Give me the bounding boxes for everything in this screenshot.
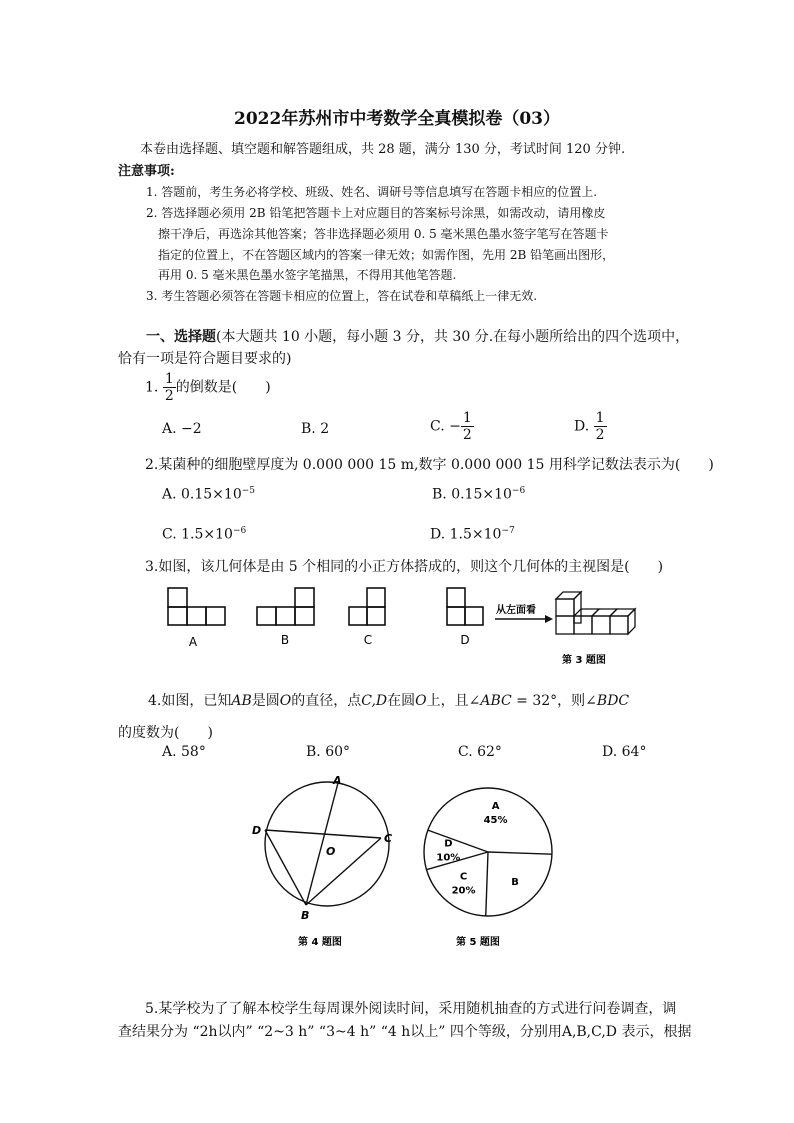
page-title: 2022年苏州市中考数学全真模拟卷（03）: [234, 109, 560, 129]
q4-label-b: B: [301, 909, 310, 922]
pie-slice-label-C: C: [459, 871, 468, 883]
q4-label-a: A: [333, 774, 342, 787]
pie-slice-value-A: 45%: [483, 815, 508, 827]
q1-number: 1.: [145, 379, 159, 396]
q4-chord-bc: [306, 838, 381, 905]
q1-option-a: A. −2: [162, 421, 202, 437]
q3-option-b-shape: [257, 588, 314, 625]
q1-stem: [145, 371, 271, 404]
q3-arrow-text: 从左面看: [496, 605, 536, 616]
pie-slice-boundary-A: [428, 830, 488, 852]
q4-option-b: B. 60°: [306, 744, 351, 760]
pie-slice-label-A: A: [491, 801, 500, 813]
q4-chord-db: [265, 830, 306, 905]
q2-option-d: D. $1.5\times 10^{-7}$: [430, 526, 515, 543]
q4-option-c: C. 62°: [458, 744, 502, 760]
notice-heading: 注意事项:: [118, 164, 175, 179]
q2-option-a: A. $0.15\times 10^{-5}$: [162, 486, 256, 503]
q2-option-b: B. $0.15\times 10^{-6}$: [432, 486, 526, 503]
q3-stem: 3.如图，该几何体是由 5 个相同的小正方体搭成的，则这个几何体的主视图是( ): [145, 559, 664, 575]
q4-circle: [265, 782, 389, 906]
q1-option-c: C. − $\frac{1}{2}$: [430, 410, 472, 443]
q3-label-b: B: [280, 633, 290, 647]
q2-stem: 2.某菌种的细胞壁厚度为 0.000 000 15 m,数字 0.000 000 15 用科学记数法表示为( ): [145, 457, 714, 473]
q4-figure: [248, 772, 408, 952]
q1-stem-text: 的倒数是( ): [175, 379, 271, 396]
q1-option-b: B. 2: [301, 421, 330, 437]
notice-item-2-line2: 擦干净后，再选涂其他答案；答非选择题必须用 0. 5 毫米黑色墨水签字笔写在答题卡: [158, 227, 609, 241]
pie-slice-boundary-C: [486, 852, 488, 916]
q5-caption: 第 5 题图: [456, 937, 500, 948]
q3-label-c: C: [363, 633, 373, 647]
pie-slice-boundary-B: [488, 852, 552, 854]
pie-slice-label-B: B: [511, 877, 519, 889]
pie-slice-label-D: D: [444, 838, 453, 850]
q4-label-d: D: [252, 824, 262, 837]
q4-caption: 第 4 题图: [298, 937, 342, 948]
q4-stem-2: 的度数为( ): [118, 725, 213, 741]
notice-item-2: 2. 答选择题必须用 2B 铅笔把答题卡上对应题目的答案标号涂黑，如需改动，请用橡皮: [146, 206, 606, 220]
q4-option-d: D. 64°: [602, 744, 647, 760]
q3-label-d: D: [460, 633, 470, 647]
q4-label-o: O: [326, 845, 336, 858]
section1-desc: (本大题共 10 小题，每小题 3 分，共 30 分.在每小题所给出的四个选项中，: [216, 329, 690, 345]
section1-label: 一、选择题: [146, 329, 216, 345]
section1-desc-2: 恰有一项是符合题目要求的): [118, 351, 292, 367]
q2-option-c: C. $1.5\times 10^{-6}$: [162, 526, 247, 543]
q5-pie-chart: [408, 780, 568, 952]
q5-line-2: 查结果分为 “2h以内” “2~3 h” “3~4 h” “4 h以上” 四个等级，分别用A,B,C,D 表示，根据: [118, 1024, 692, 1040]
q3-label-a: A: [188, 635, 198, 649]
q3-option-d-shape: [447, 588, 483, 625]
q3-option-c-shape: [349, 588, 385, 625]
pie-slice-value-C: 20%: [451, 885, 476, 897]
q3-3d-solid: [556, 592, 635, 634]
pie-slice-value-D: 10%: [436, 852, 461, 864]
q4-option-a: A. 58°: [162, 744, 206, 760]
notice-item-2-line3: 指定的位置上，不在答题区域内的答案一律无效；如需作图，先用 2B 铅笔画出图形，: [158, 248, 615, 262]
q3-figure: [160, 586, 660, 670]
q3-caption: 第 3 题图: [562, 655, 606, 666]
q4-stem: 4.如图，已知AB是圆O的直径，点C,D在圆O上，且∠ABC = 32°，则∠BDC: [148, 693, 630, 709]
q4-label-c: C: [384, 832, 393, 845]
notice-item-1: 1. 答题前，考生务必将学校、班级、姓名、调研号等信息填写在答题卡相应的位置上.: [146, 185, 598, 199]
notice-item-3: 3. 考生答题必须答在答题卡相应的位置上，答在试卷和草稿纸上一律无效.: [146, 289, 538, 303]
q5-line-1: 5.某学校为了了解本校学生每周课外阅读时间，采用随机抽查的方式进行问卷调查，调: [145, 1001, 677, 1017]
q4-chord-dc: [265, 830, 381, 838]
q1-option-d: D. $\frac{1}{2}$: [574, 410, 605, 443]
intro-text: 本卷由选择题、填空题和解答题组成，共 28 题，满分 130 分，考试时间 120 分钟.: [140, 142, 626, 157]
q4-diameter-ab: [306, 783, 338, 905]
section1-heading: [146, 326, 689, 346]
q1-fraction: $\frac{1}{2}$: [164, 371, 174, 404]
notice-item-2-line4: 再用 0. 5 毫米黑色墨水签字笔描黑，不得用其他笔答题.: [158, 268, 457, 282]
q3-option-a-shape: [168, 588, 225, 625]
